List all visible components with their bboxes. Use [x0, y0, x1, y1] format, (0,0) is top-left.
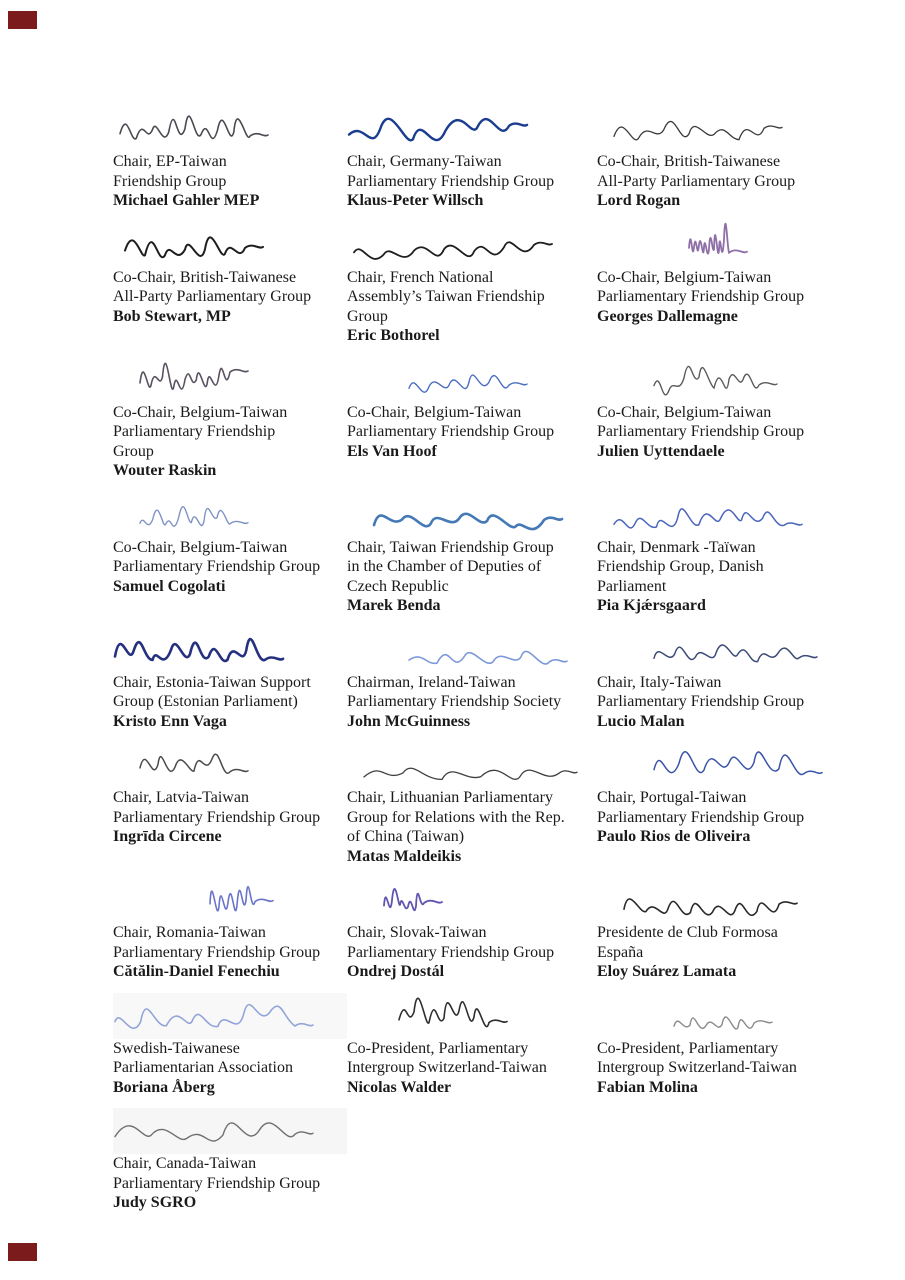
signatory-title-line: Parliamentary Friendship Group: [113, 808, 321, 826]
signatory-title-line: All-Party Parliamentary Group: [113, 288, 312, 305]
signatory-title-line: Chair, EP-Taiwan: [113, 153, 227, 170]
corner-mark-top-left: [8, 11, 37, 29]
signature-zone: [597, 627, 855, 673]
signatory-title-line: Parliamentary Friendship Group: [347, 172, 555, 190]
signatory-title: [597, 1039, 855, 1078]
signature-zone: [113, 222, 347, 268]
handwritten-signature: [138, 744, 248, 788]
signatory-name: Pia Kjǽrsgaard: [597, 597, 706, 614]
signatory-title-line: Group (Estonian Parliament): [113, 693, 298, 710]
signatory-title-line: Chair, Estonia-Taiwan Support: [113, 673, 311, 691]
signatory-title: [113, 923, 347, 962]
signature-block: [597, 742, 855, 866]
signature-block: [113, 993, 347, 1098]
signatory-title-line: Co-President, Parliamentary: [347, 1039, 529, 1057]
signatory-title: [597, 788, 855, 827]
signatory-title-line: Co-Chair, Belgium-Taiwan: [113, 538, 288, 556]
signature-block: [113, 627, 347, 732]
signature-zone: [113, 993, 347, 1039]
signatory-title: [113, 268, 347, 307]
signatory-title-line: Parliamentary Friendship Group: [113, 943, 321, 961]
signatory-title-line: Chair, Slovak-Taiwan: [347, 924, 487, 941]
signatory-name: Nicolas Walder: [347, 1078, 452, 1096]
signature-block: [113, 492, 347, 616]
signature-zone: [113, 627, 347, 673]
handwritten-signature: [372, 510, 562, 538]
signatory-name: Michael Gahler MEP: [113, 192, 260, 209]
signatory-name: Eloy Suárez Lamata: [597, 963, 737, 980]
handwritten-signature: [113, 1001, 313, 1039]
handwritten-signature: [113, 637, 283, 673]
handwritten-signature: [612, 118, 782, 152]
signature-block: [597, 877, 855, 982]
signature-block: [113, 877, 347, 982]
signatory-title-line: Chairman, Ireland-Taiwan: [347, 673, 516, 691]
signatory-title: [597, 673, 855, 712]
handwritten-signature: [362, 764, 577, 788]
signatory-title-line: Group: [113, 442, 154, 460]
signature-zone: [347, 106, 597, 152]
handwritten-signature: [407, 371, 527, 403]
signatory-name: Eric Bothorel: [347, 327, 440, 344]
signature-zone: [347, 627, 597, 673]
handwritten-signature: [407, 645, 567, 673]
handwritten-signature: [652, 365, 777, 403]
signatory-title-line: of China (Taiwan): [347, 828, 465, 845]
signatory-title-line: Co-President, Parliamentary: [597, 1039, 779, 1057]
signatory-title-line: Parliamentary Friendship: [113, 423, 276, 440]
signature-zone: [347, 492, 597, 538]
signature-zone: [113, 742, 347, 788]
signatory-name: Samuel Cogolati: [113, 577, 226, 595]
signature-zone: [597, 222, 855, 268]
signature-block: [113, 222, 347, 346]
signature-zone: [113, 357, 347, 403]
signatory-title-line: Parliamentary Friendship Group: [597, 808, 805, 826]
signatory-title-line: Friendship Group, Danish: [597, 558, 764, 575]
signatory-title-line: Chair, Denmark -Taïwan: [597, 538, 756, 556]
signatory-title-line: Parliamentary Friendship Group: [113, 1174, 321, 1192]
signatory-name: Paulo Rios de Oliveira: [597, 828, 751, 845]
signatory-title-line: Intergroup Switzerland-Taiwan: [597, 1059, 797, 1076]
handwritten-signature: [622, 893, 797, 923]
signature-grid: [113, 106, 855, 1213]
signatory-title-line: Swedish-Taiwanese: [113, 1039, 240, 1057]
signatory-title: [113, 1039, 347, 1078]
signatory-name: Boriana Åberg: [113, 1078, 215, 1096]
signatory-title-line: Co-Chair, Belgium-Taiwan: [597, 403, 772, 421]
signature-block: [347, 106, 597, 211]
signatory-name: Ondrej Dostál: [347, 963, 445, 980]
signatory-name: Els Van Hoof: [347, 442, 437, 460]
signatory-title: [597, 923, 855, 962]
signatory-title-line: Parliamentary Friendship Group: [597, 423, 805, 440]
signatory-title-line: Intergroup Switzerland-Taiwan: [347, 1059, 547, 1076]
handwritten-signature: [118, 112, 268, 152]
signatory-title: [347, 538, 597, 597]
signatory-name: Georges Dallemagne: [597, 307, 738, 325]
handwritten-signature: [687, 224, 747, 268]
signatory-name: Marek Benda: [347, 597, 441, 614]
signature-block: [347, 993, 597, 1098]
signature-block: [347, 877, 597, 982]
signature-zone: [113, 492, 347, 538]
signatory-name: John McGuinness: [347, 712, 471, 730]
signatory-title-line: Assembly’s Taiwan Friendship: [347, 288, 545, 305]
signature-zone: [597, 492, 855, 538]
signatory-title-line: All-Party Parliamentary Group: [597, 172, 796, 190]
signatory-title-line: Presidente de Club Formosa: [597, 924, 778, 941]
signatory-name: Julien Uyttendaele: [597, 442, 725, 460]
signatory-title-line: Group: [347, 307, 388, 325]
handwritten-signature: [123, 230, 263, 268]
signatory-title: [597, 152, 855, 191]
signatory-title-line: Parliamentary Friendship Group: [347, 423, 555, 440]
signatory-name: Bob Stewart, MP: [113, 307, 231, 325]
signatory-title-line: Group for Relations with the Rep.: [347, 808, 565, 826]
signatory-name: Wouter Raskin: [113, 462, 217, 479]
handwritten-signature: [397, 997, 507, 1039]
signatory-title-line: Parliamentary Friendship Society: [347, 693, 562, 710]
signatory-title-line: España: [597, 943, 644, 961]
signature-block: [597, 492, 855, 616]
signature-block: [597, 357, 855, 481]
handwritten-signature: [347, 114, 527, 152]
signatory-title: [597, 403, 855, 442]
signatory-name: Lucio Malan: [597, 712, 685, 730]
signatory-title-line: Parliamentary Friendship Group: [597, 288, 805, 305]
signature-block: [347, 357, 597, 481]
signatory-title-line: Parliamentarian Association: [113, 1059, 293, 1076]
signatory-title-line: in the Chamber of Deputies of: [347, 558, 542, 575]
signatory-name: Fabian Molina: [597, 1078, 698, 1096]
signature-block: [597, 627, 855, 732]
handwritten-signature: [138, 506, 248, 538]
signatory-title-line: Co-Chair, Belgium-Taiwan: [347, 403, 522, 421]
signatory-title-line: Chair, Romania-Taiwan: [113, 924, 266, 941]
signatory-title-line: Chair, Lithuanian Parliamentary: [347, 789, 553, 806]
signatory-name: Judy SGRO: [113, 1194, 197, 1211]
signature-block: [597, 222, 855, 346]
signatory-title-line: Co-Chair, Belgium-Taiwan: [597, 268, 772, 286]
handwritten-signature: [208, 881, 273, 923]
signature-zone: [597, 877, 855, 923]
signatory-title-line: Co-Chair, British-Taiwanese: [597, 153, 781, 170]
signature-zone: [113, 1108, 347, 1154]
signature-block: [347, 222, 597, 346]
signatory-title: [113, 673, 347, 712]
signature-block: [113, 1108, 347, 1213]
signatory-title-line: Czech Republic: [347, 577, 449, 595]
signatory-title-line: Parliamentary Friendship Group: [347, 943, 555, 961]
corner-mark-bottom-left: [8, 1243, 37, 1261]
signature-block: [347, 627, 597, 732]
signatory-title-line: Chair, Taiwan Friendship Group: [347, 538, 554, 556]
signatory-title: [113, 538, 347, 577]
handwritten-signature: [352, 234, 552, 268]
handwritten-signature: [382, 885, 442, 923]
signature-zone: [113, 877, 347, 923]
signatory-title-line: Parliamentary Friendship Group: [597, 693, 805, 710]
signatory-name: Matas Maldeikis: [347, 847, 462, 865]
signatory-title-line: Chair, Portugal-Taiwan: [597, 789, 747, 806]
signature-zone: [347, 742, 597, 788]
handwritten-signature: [652, 641, 817, 673]
signature-zone: [347, 357, 597, 403]
signatory-title-line: Chair, Germany-Taiwan: [347, 153, 502, 170]
signatory-title-line: Parliamentary Friendship Group: [113, 558, 321, 575]
signature-block: [347, 492, 597, 616]
signatory-title: [347, 268, 597, 327]
signatory-title: [113, 403, 347, 462]
signature-block: [597, 993, 855, 1098]
signature-zone: [597, 106, 855, 152]
signatory-title-line: Chair, Canada-Taiwan: [113, 1155, 257, 1172]
signatory-title: [347, 1039, 597, 1078]
signature-block: [347, 742, 597, 866]
handwritten-signature: [138, 359, 248, 403]
signature-zone: [597, 993, 855, 1039]
signature-zone: [347, 877, 597, 923]
signatory-title-line: Chair, French National: [347, 268, 494, 286]
signatory-title-line: Chair, Italy-Taiwan: [597, 673, 722, 691]
signatory-name: Cătălin-Daniel Fenechiu: [113, 963, 280, 980]
signatory-name: Klaus-Peter Willsch: [347, 192, 484, 209]
signatory-title: [347, 403, 597, 442]
signature-zone: [597, 357, 855, 403]
signature-block: [113, 357, 347, 481]
signatory-title: [597, 268, 855, 307]
signature-block: [597, 106, 855, 211]
handwritten-signature: [113, 1116, 313, 1154]
signatory-title-line: Co-Chair, British-Taiwanese: [113, 268, 297, 286]
signatory-name: Ingrīda Circene: [113, 828, 222, 845]
signatory-name: Kristo Enn Vaga: [113, 712, 227, 730]
signature-block: [113, 742, 347, 866]
signatory-title: [113, 152, 347, 191]
signatory-title: [347, 152, 597, 191]
handwritten-signature: [652, 748, 822, 788]
signatory-title: [113, 1154, 347, 1193]
signature-zone: [347, 993, 597, 1039]
handwritten-signature: [612, 508, 802, 538]
signatory-title-line: Co-Chair, Belgium-Taiwan: [113, 403, 288, 421]
signatory-title-line: Parliament: [597, 577, 667, 595]
signatory-title: [347, 788, 597, 847]
handwritten-signature: [672, 1011, 772, 1039]
signatory-name: Lord Rogan: [597, 192, 681, 209]
signature-block: [113, 106, 347, 211]
signatory-title-line: Chair, Latvia-Taiwan: [113, 789, 249, 806]
signature-zone: [597, 742, 855, 788]
signature-zone: [113, 106, 347, 152]
signatory-title-line: Friendship Group: [113, 172, 227, 190]
signatory-title: [347, 923, 597, 962]
signature-zone: [347, 222, 597, 268]
signatory-title: [347, 673, 597, 712]
signatory-title: [597, 538, 855, 597]
signatory-title: [113, 788, 347, 827]
